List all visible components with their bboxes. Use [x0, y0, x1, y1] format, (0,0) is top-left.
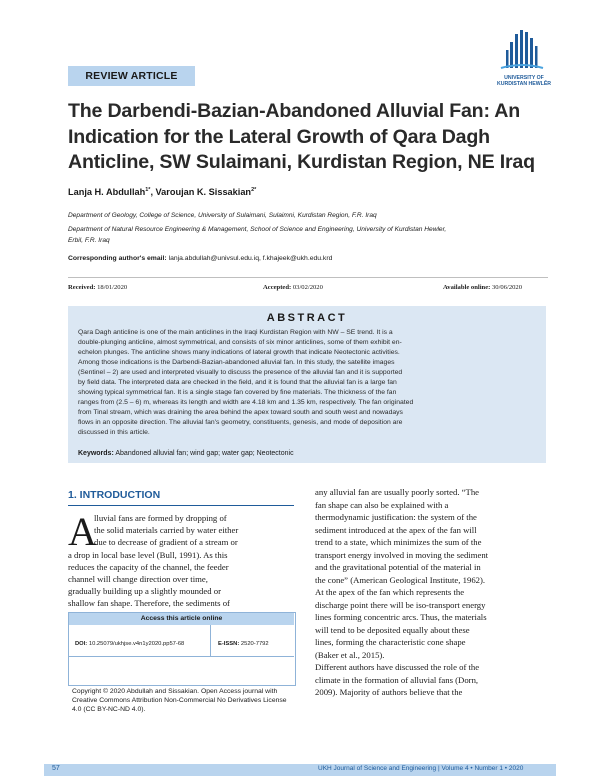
text-line: sediment introduced at the apex of the fan will: [315, 524, 477, 535]
section-rule: [68, 505, 294, 506]
intro-right-column: [315, 486, 548, 756]
text-line: gradually building up a slightly mounded or: [68, 586, 221, 596]
authors: Lanja H. Abdullah$^{1*}$, Varoujan K. Sissakian$^{2*}$: [68, 187, 257, 198]
abstract-line: echelon plunges. The anticline shows many indications of lateral growth that indicate Neotectonic activities.: [78, 349, 400, 356]
text-line: fan shape can also be explained with a: [315, 499, 449, 510]
text-line: any alluvial fan are usually poorly sorted. “The: [315, 487, 480, 497]
text-line: channel will change direction over time,: [68, 574, 208, 584]
text-line: will tend to be deposited equally about these: [315, 624, 470, 635]
text-line: the cone” (American Geological Institute, 1962).: [315, 574, 486, 585]
title-line: Indication for the Lateral Growth of Qara Dagh: [68, 125, 490, 148]
text-line: trend to a state, which minimizes the sum of the: [315, 537, 482, 547]
text-line: lines forming concentric arcs. Thus, the materials: [315, 612, 487, 622]
accepted-date: Accepted: 03/02/2020: [263, 284, 323, 291]
abstract-line: flows in an opposite direction. The alluvial fan's geometry, constituents, genesis, and mode of deposition are: [78, 419, 403, 426]
abstract-line: (Sentinel – 2) are used and interpreted visually to discuss the presence of the alluvial fan and it is supported: [78, 369, 403, 376]
text-line: reduces the capacity of the channel, the feeder: [68, 562, 229, 572]
section-heading: 1. INTRODUCTION: [68, 489, 161, 501]
abstract-line: Qara Dagh anticline is one of the main anticlines in the Iraqi Kurdistan Region with NW – SE trend. It is a: [78, 329, 393, 336]
online-date: Available online: 30/06/2020: [443, 284, 523, 291]
doi-link[interactable]: 10.25079/ukhjse.v4n1y2020.pp57-68: [88, 641, 185, 647]
abstract-heading: ABSTRACT: [266, 312, 348, 324]
journal-footer: UKH Journal of Science and Engineering | Volume 4 • Number 1 • 2020: [318, 765, 524, 772]
title-line: The Darbendi-Bazian-Abandoned Alluvial Fan: An: [68, 100, 520, 122]
affiliation-2: Department of Natural Resource Engineering & Management, School of Science and Engineering, University of Kurdistan Hewler,: [68, 226, 447, 233]
abstract-line: from Tinal stream, which was draining the area behind the apex toward south and south west and nowadays: [78, 409, 403, 416]
doi: DOI: 10.25079/ukhjse.v4n1y2020.pp57-68: [75, 641, 185, 647]
logo-text: UNIVERSITY OF KURDISTAN HEWLÊR: [496, 75, 552, 87]
article-type-badge: REVIEW ARTICLE: [68, 66, 195, 86]
access-divider-v: [210, 625, 211, 656]
text-line: a drop in local base level (Bull, 1991). As this: [68, 550, 228, 560]
text-line: lluvial fans are formed by dropping of: [94, 513, 227, 523]
abstract-body: [78, 328, 538, 438]
text-line: and the gravitational potential of the material in: [315, 562, 481, 572]
email-link[interactable]: lanja.abdullah@univsul.edu.iq, f.khajeek@ukh.edu.krd: [168, 255, 333, 262]
corresponding-email: Corresponding author's email: lanja.abdullah@univsul.edu.iq, f.khajeek@ukh.edu.krd: [68, 255, 333, 262]
access-heading: Access this article online: [69, 613, 294, 625]
copyright-notice: Copyright © 2020 Abdullah and Sissakian. Open Access journal with Creative Commons Attribution Non-Commercial No Derivatives License 4.0 (CC BY-NC-ND 4.0).: [72, 688, 287, 713]
issn: E-ISSN: 2520-7792: [218, 641, 269, 647]
text-line: discharge point there will be iso-transport energy: [315, 599, 486, 610]
abstract-line: by field data. The interpreted data are checked in the field, and it is found that the alluvial fan is a large fan: [78, 379, 397, 386]
abstract-line: discussed in this article.: [78, 429, 150, 436]
page-number: 57: [52, 765, 60, 772]
abstract-line: double-plunging anticline, almost symmetrical, and consists of six minor anticlines, some of them exhibit en-: [78, 339, 402, 346]
article-title: [68, 99, 548, 176]
access-divider: [69, 656, 294, 657]
received-date: Received: 18/01/2020: [68, 284, 128, 291]
text-line: 2009). Majority of authors believe that the: [315, 687, 463, 697]
text-line: due to decrease of gradient of a stream or: [94, 537, 238, 547]
abstract-line: ranges from (2.5 – 6) m, whereas its length and width are 4.18 km and 1.35 km, respectively. The fan originated: [78, 399, 414, 406]
text-line: At the apex of the fan which represents the: [315, 587, 465, 597]
text-line: Different authors have discussed the role of the: [315, 662, 480, 672]
text-line: (Baker et al., 2015).: [315, 649, 385, 660]
affiliation-1: Department of Geology, College of Science, University of Sulaimani, Sulaimni, Kurdistan Region, F.R. Iraq: [68, 212, 377, 219]
text-line: thermodynamic justification: the system of the: [315, 512, 477, 522]
affiliation-2-cont: Erbil, F.R. Iraq: [68, 237, 110, 244]
drop-cap: A: [68, 509, 97, 554]
intro-left-column: [68, 509, 294, 612]
text-line: transport energy involved in moving the sediment: [315, 549, 489, 560]
text-line: climate in the formation of alluvial fans (Dorn,: [315, 674, 479, 685]
title-line: Anticline, SW Sulaimani, Kurdistan Region, NE Iraq: [68, 151, 535, 173]
text-line: the solid materials carried by water either: [94, 525, 239, 535]
text-line: shallow fan shape. Therefore, the sediments of: [68, 598, 230, 608]
keywords: Keywords: Abandoned alluvial fan; wind gap; water gap; Neotectonic: [78, 450, 294, 457]
abstract-line: Among those indications is the Darbendi-Bazian-abandoned alluvial fan. In this study, the satellite images: [78, 359, 395, 366]
text-line: lines, forming the characteristic cone shape: [315, 637, 466, 647]
abstract-line: showing typical symmetrical fan. It is a single stage fan covered by fine materials. The thickness of the fan: [78, 389, 397, 396]
divider: [68, 277, 548, 278]
